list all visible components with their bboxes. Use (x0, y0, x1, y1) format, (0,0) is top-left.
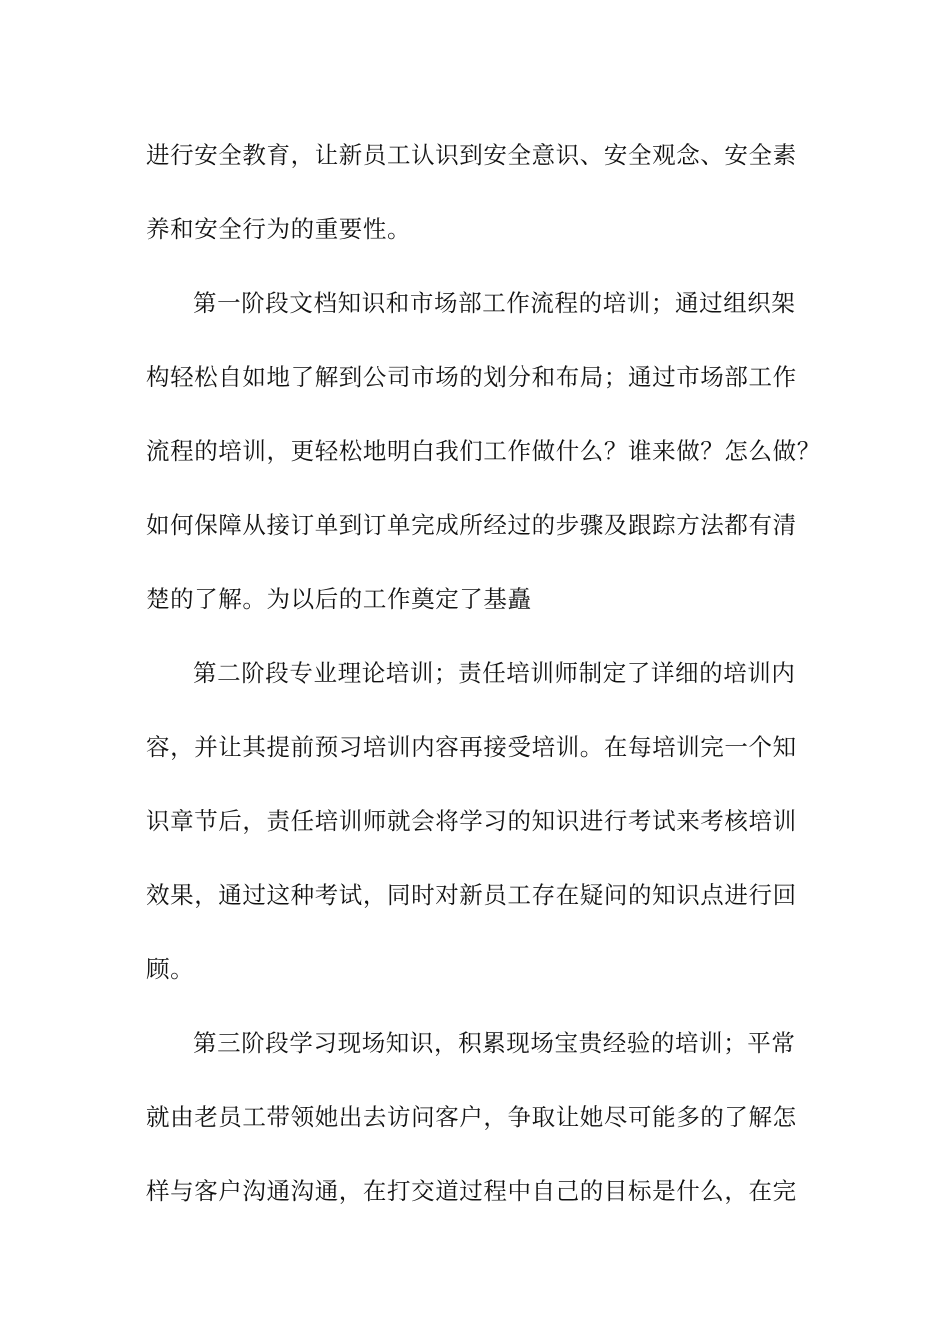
text-line: 样与客户沟通沟通，在打交道过程中自己的目标是什么，在完 (146, 1177, 797, 1205)
text-line: 效果，通过这种考试，同时对新员工存在疑问的知识点进行回 (146, 881, 797, 909)
text-line: 进行安全教育，让新员工认识到安全意识、安全观念、安全素 (146, 141, 797, 169)
text-line: 顾。 (146, 955, 195, 983)
text-line: 养和安全行为的重要性。 (146, 215, 412, 243)
text-line: 构轻松自如地了解到公司市场的划分和布局；通过市场部工作 (146, 363, 797, 391)
text-line: 楚的了解。为以后的工作奠定了基矗 (146, 585, 532, 613)
text-line: 就由老员工带领她出去访问客户，争取让她尽可能多的了解怎 (146, 1103, 797, 1131)
text-line: 容，并让其提前预习培训内容再接受培训。在每培训完一个知 (146, 733, 797, 761)
paragraph-first-line: 第三阶段学习现场知识，积累现场宝贵经验的培训；平常 (193, 1029, 796, 1057)
text-line: 识章节后，责任培训师就会将学习的知识进行考试来考核培训 (146, 807, 797, 835)
text-line: 如何保障从接订单到订单完成所经过的步骤及跟踪方法都有清 (146, 511, 797, 539)
text-line: 流程的培训，更轻松地明白我们工作做什么？谁来做？怎么做？ (146, 437, 821, 465)
paragraph-first-line: 第二阶段专业理论培训；责任培训师制定了详细的培训内 (193, 659, 796, 687)
paragraph-first-line: 第一阶段文档知识和市场部工作流程的培训；通过组织架 (193, 289, 796, 317)
body-text (146, 118, 821, 1228)
